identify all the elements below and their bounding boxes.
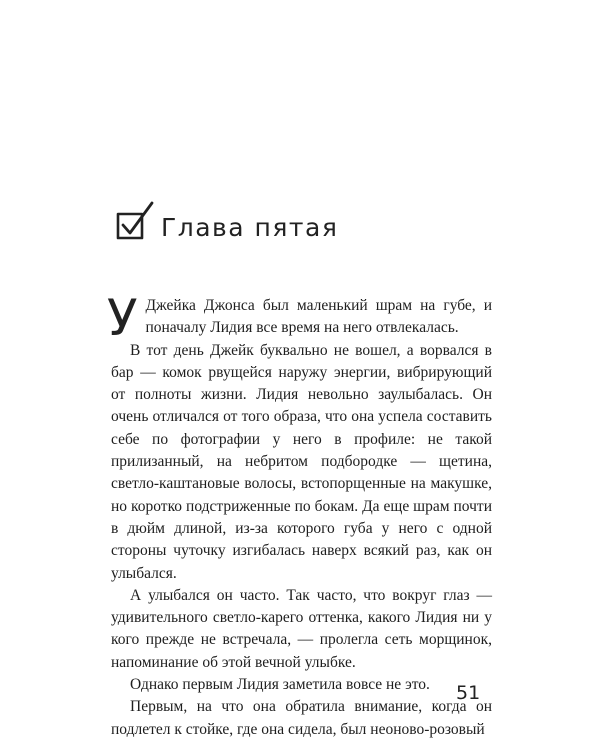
drop-cap: У xyxy=(107,289,138,347)
paragraph: Однако первым Лидия заметила вовсе не это. xyxy=(130,676,430,694)
checkbox-check-icon xyxy=(115,200,157,244)
chapter-title: Глава пятая xyxy=(161,213,339,242)
paragraph: Первым, на что она обратила внимание, когда он подлетел к стойке, где она сидела, был неоново-розовый xyxy=(111,698,492,738)
paragraph: А улыбался он часто. Так часто, что вокруг глаз — удивительного светло-карего оттенка, какого Лидия ни у кого прежде не встречала, — пролегла сеть морщинок, напоминание об этой вечной улыбке. xyxy=(111,586,492,671)
paragraph: В тот день Джейк буквально не вошел, а ворвался в бар — комок рвущейся наружу энергии, вибрирующий от полноты жизни. Лидия невольно заулыбалась. Он очень отличался от того образа, что она успела составить себе по фотографии у него в профиле: не такой прилизанный, на небритом подбородке — щетина, светло-каштановые волосы, встопорщенные на макушке, но коротко подстриженные по бокам. Да еще шрам почти в дюйм длиной, из-за которого губа у него с одной стороны чуточку изгибалась наверх всякий раз, как он улыбался. xyxy=(111,341,492,582)
page-number: 51 xyxy=(456,682,481,704)
paragraph xyxy=(107,289,492,347)
paragraph-text: Джейка Джонса был маленький шрам на губе, и поначалу Лидия все время на него отвлекалась. xyxy=(145,297,492,337)
chapter-body xyxy=(107,289,492,741)
